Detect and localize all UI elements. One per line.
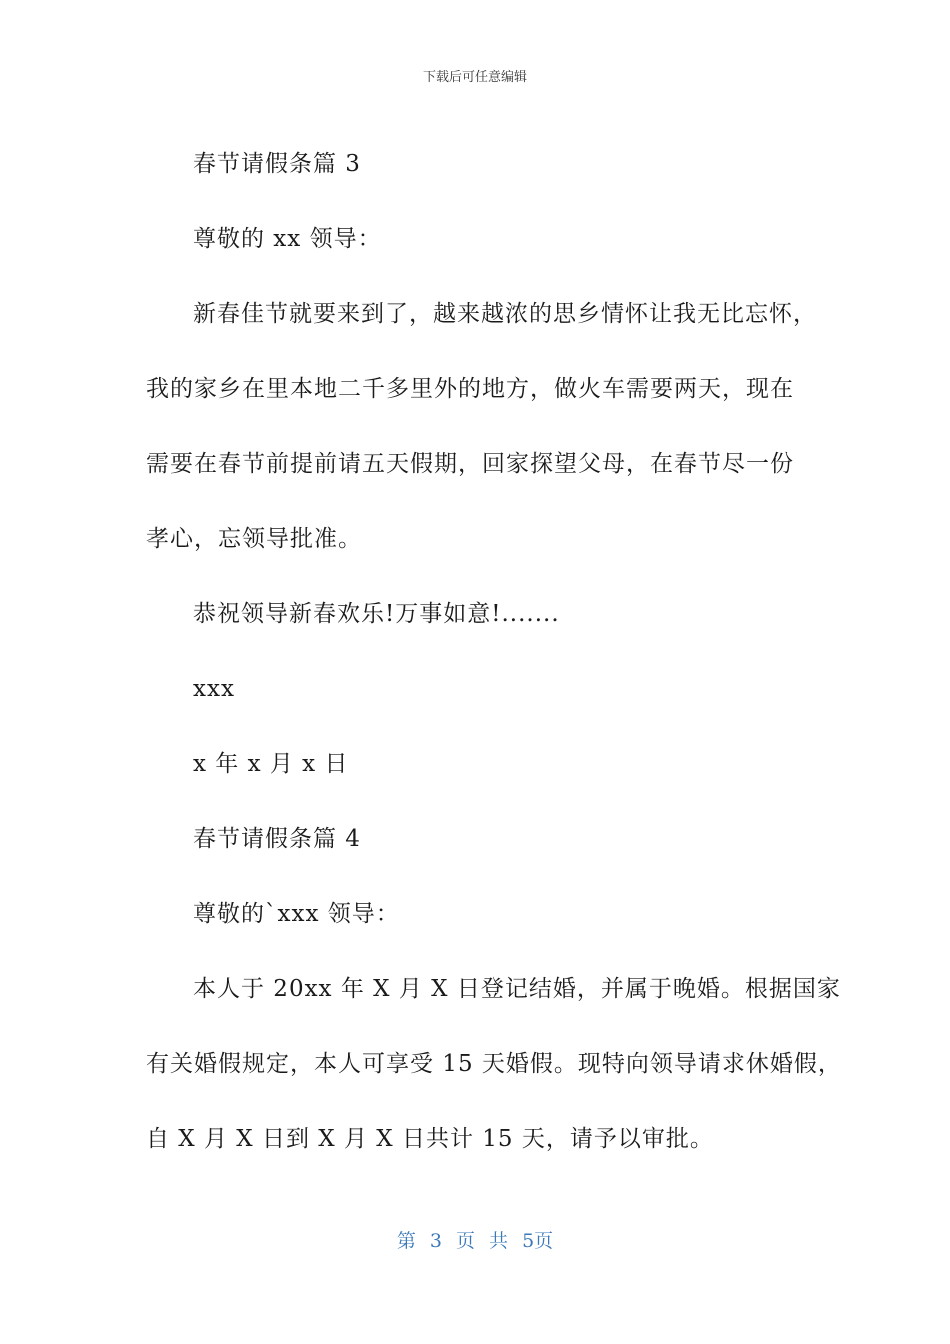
signature: xxx [193,676,235,702]
section-title-4: 春节请假条篇 4 [193,826,361,852]
page-indicator: 第 3 页 共 5页 [396,1230,554,1252]
greeting-line: 恭祝领导新春欢乐!万事如意!....... [193,601,560,627]
header-note: 下载后可任意编辑 [422,70,527,85]
paragraph-line: 有关婚假规定，本人可享受 15 天婚假。现特向领导请求休婚假， [146,1051,842,1077]
paragraph-line: 新春佳节就要来到了，越来越浓的思乡情怀让我无比忘怀， [193,301,817,327]
document-body [146,127,842,1177]
paragraph-line: 我的家乡在里本地二千多里外的地方，做火车需要两天，现在 [146,376,794,402]
paragraph-line: 需要在春节前提前请五天假期，回家探望父母，在春节尽一份 [146,451,794,477]
section-title-3: 春节请假条篇 3 [193,151,361,177]
paragraph-line: 本人于 20xx 年 X 月 X 日登记结婚，并属于晚婚。根据国家 [193,976,841,1002]
salutation: 尊敬的 xx 领导： [193,226,382,252]
salutation: 尊敬的`xxx 领导： [193,901,400,927]
paragraph-line: 孝心，忘领导批准。 [146,526,362,552]
date-line: x 年 x 月 x 日 [193,751,349,777]
paragraph-line: 自 X 月 X 日到 X 月 X 日共计 15 天，请予以审批。 [146,1126,714,1152]
